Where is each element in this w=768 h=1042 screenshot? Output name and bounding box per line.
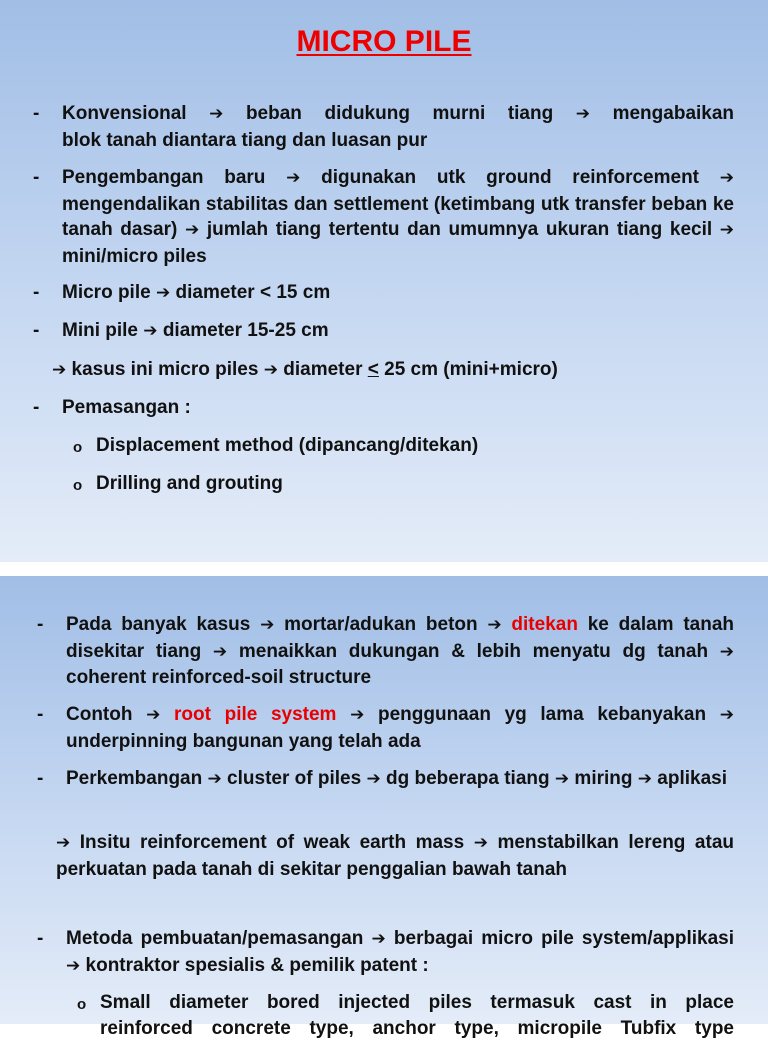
- dash-bullet: -: [37, 614, 44, 635]
- item-text: Displacement method (dipancang/ditekan): [96, 435, 479, 456]
- arrow-icon: ➔: [575, 104, 591, 124]
- item-text: Micro pile ➔ diameter < 15 cm: [62, 282, 331, 303]
- highlight-text: root pile system: [174, 704, 337, 725]
- list-item: [0, 612, 768, 690]
- arrow-icon: ➔: [719, 168, 735, 188]
- item-text: Pemasangan :: [62, 397, 191, 418]
- arrow-icon: ➔: [263, 360, 278, 380]
- arrow-icon: ➔: [350, 705, 365, 725]
- slide-title: MICRO PILE: [296, 25, 472, 58]
- arrow-icon: ➔: [260, 615, 275, 635]
- dash-bullet: -: [37, 928, 44, 949]
- item-text: ➔ Insitu reinforcement of weak earth mass ➔ menstabilkan lereng atau perkuatan pada tanah di sekitar penggalian bawah tanah: [56, 832, 734, 880]
- arrow-icon: ➔: [487, 615, 502, 635]
- sub-list-item: [0, 433, 768, 459]
- list-item: [0, 357, 768, 383]
- item-text: Pada banyak kasus ➔ mortar/adukan beton ➔ ditekan ke dalam tanah disekitar tiang ➔ menaikkan dukungan & lebih menyatu dg tanah ➔ coherent reinforced-soil structure: [66, 614, 735, 688]
- item-text: Perkembangan ➔ cluster of piles ➔ dg beberapa tiang ➔ miring ➔ aplikasi: [66, 768, 728, 789]
- arrow-icon: ➔: [66, 955, 81, 976]
- arrow-icon: ➔: [366, 769, 381, 789]
- arrow-icon: ➔: [637, 769, 653, 789]
- arrow-icon: ➔: [155, 283, 171, 303]
- arrow-icon: ➔: [371, 929, 386, 949]
- arrow-icon: ➔: [207, 769, 222, 789]
- item-text: Contoh ➔ root pile system ➔ penggunaan yg lama kebanyakan ➔ underpinning bangunan yang telah ada: [66, 704, 734, 752]
- arrow-icon: ➔: [52, 360, 67, 380]
- arrow-icon: ➔: [209, 104, 224, 124]
- dash-bullet: -: [33, 282, 40, 303]
- dash-bullet: -: [37, 704, 44, 725]
- arrow-icon: ➔: [286, 168, 301, 188]
- item-text: Small diameter bored injected piles termasuk cast in place reinforced concrete type, anchor type, micropile Tubfix type: [100, 992, 734, 1039]
- list-item: [0, 926, 768, 978]
- list-item: [0, 165, 768, 269]
- sub-list-item: [0, 990, 768, 1042]
- circle-bullet-icon: o: [73, 439, 83, 456]
- dash-bullet: -: [33, 397, 40, 418]
- dash-bullet: -: [33, 167, 40, 188]
- list-item: [0, 280, 768, 306]
- item-text: Mini pile ➔ diameter 15-25 cm: [62, 320, 329, 341]
- dash-bullet: -: [33, 320, 40, 341]
- arrow-icon: ➔: [473, 833, 488, 853]
- highlight-text: ditekan: [511, 614, 578, 635]
- arrow-icon: ➔: [143, 321, 158, 341]
- list-item: [0, 702, 768, 754]
- list-item: [0, 101, 768, 153]
- item-text: Drilling and grouting: [96, 473, 283, 494]
- slide-2: [0, 576, 768, 1039]
- dash-bullet: -: [37, 768, 44, 789]
- list-item: [0, 395, 768, 421]
- item-text: ➔ kasus ini micro piles ➔ diameter < 25 cm (mini+micro): [52, 359, 558, 380]
- arrow-icon: ➔: [184, 220, 200, 240]
- list-item: [0, 830, 768, 908]
- arrow-icon: ➔: [146, 705, 161, 725]
- dash-bullet: -: [33, 103, 40, 124]
- arrow-icon: ➔: [719, 705, 734, 725]
- list-item: [0, 318, 768, 344]
- arrow-icon: ➔: [719, 641, 734, 662]
- item-line: Konvensional ➔ beban didukung murni tiang ➔ mengabaikan: [62, 103, 735, 124]
- list-item: [0, 766, 768, 818]
- circle-bullet-icon: o: [73, 477, 83, 494]
- arrow-icon: ➔: [719, 220, 735, 240]
- item-text: Metoda pembuatan/pemasangan ➔ berbagai micro pile system/applikasi ➔ kontraktor spesialis & pemilik patent :: [66, 928, 735, 976]
- item-text: Pengembangan baru ➔ digunakan utk ground reinforcement ➔ mengendalikan stabilitas dan settlement (ketimbang utk transfer beban ke tanah dasar) ➔ jumlah tiang tertentu dan umumnya ukuran tiang kecil ➔ mini/micro piles: [62, 167, 735, 267]
- item-line: blok tanah diantara tiang dan luasan pur: [62, 129, 428, 151]
- arrow-icon: ➔: [212, 641, 228, 662]
- arrow-icon: ➔: [554, 769, 570, 789]
- sub-list-item: [0, 471, 768, 497]
- circle-bullet-icon: o: [77, 996, 87, 1013]
- arrow-icon: ➔: [56, 833, 71, 853]
